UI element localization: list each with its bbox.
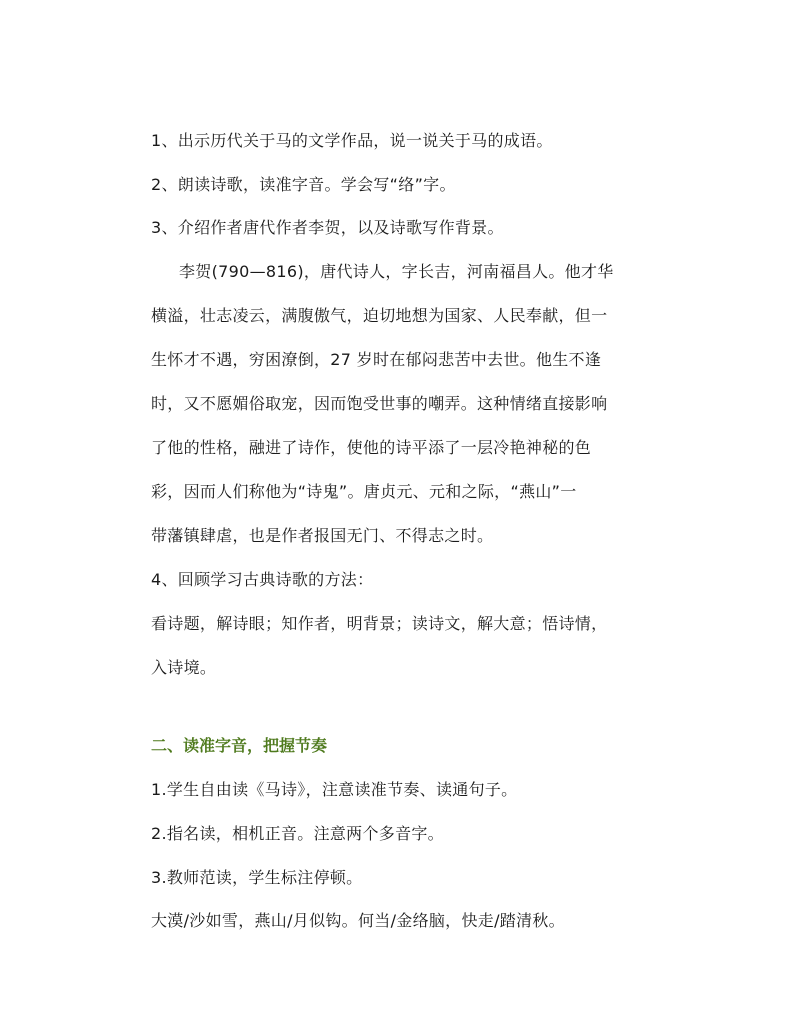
section-heading: 二、读准字音，把握节奏 (151, 736, 328, 755)
method-line: 看诗题，解诗眼；知作者，明背景；读诗文，解大意；悟诗情， (151, 614, 608, 633)
list-item: 2、朗读诗歌，读准字音。学会写“络”字。 (151, 175, 456, 194)
list-item: 1.学生自由读《马诗》，注意读准节奏、读通句子。 (151, 780, 518, 799)
method-line: 入诗境。 (151, 658, 217, 677)
poem-line: 大漠/沙如雪，燕山/月似钩。何当/金络脑，快走/踏清秋。 (151, 911, 565, 930)
list-item: 3.教师范读，学生标注停顿。 (151, 868, 363, 887)
list-item: 4、回顾学习古典诗歌的方法： (151, 570, 374, 589)
bio-paragraph-line: 李贺(790—816)，唐代诗人，字长吉，河南福昌人。他才华 (179, 262, 614, 281)
bio-paragraph-line: 生怀才不遇，穷困潦倒，27 岁时在郁闷悲苦中去世。他生不逢 (151, 350, 602, 369)
bio-paragraph-line: 彩，因而人们称他为“诗鬼”。唐贞元、元和之际，“燕山”一 (151, 482, 577, 501)
list-item: 1、出示历代关于马的文学作品，说一说关于马的成语。 (151, 131, 553, 150)
bio-paragraph-line: 带藩镇肆虐，也是作者报国无门、不得志之时。 (151, 526, 494, 545)
list-item: 2.指名读，相机正音。注意两个多音字。 (151, 824, 444, 843)
bio-paragraph-line: 时，又不愿媚俗取宠，因而饱受世事的嘲弄。这种情绪直接影响 (151, 394, 608, 413)
bio-paragraph-line: 了他的性格，融进了诗作，使他的诗平添了一层冷艳神秘的色 (151, 438, 592, 457)
bio-paragraph-line: 横溢，壮志凌云，满腹傲气，迫切地想为国家、人民奉献，但一 (151, 306, 608, 325)
list-item: 3、介绍作者唐代作者李贺，以及诗歌写作背景。 (151, 218, 504, 237)
